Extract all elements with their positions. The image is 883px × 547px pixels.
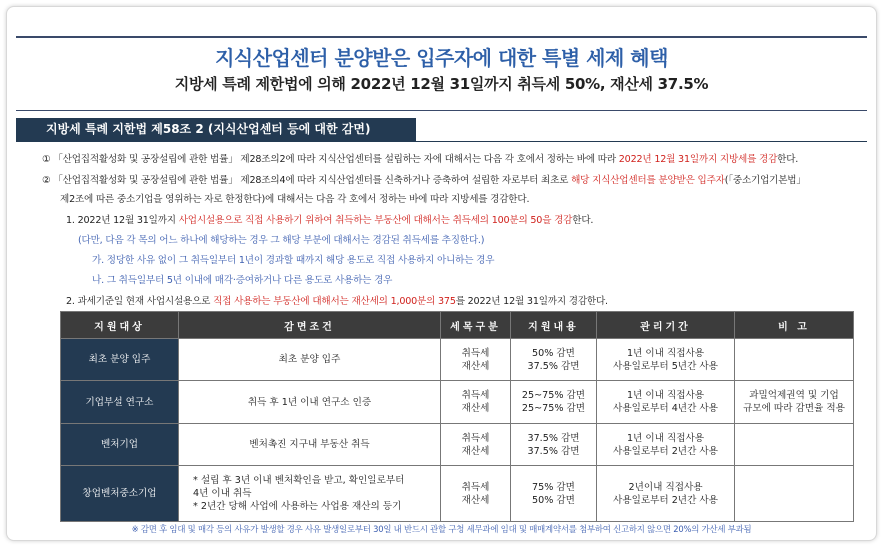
section-underline (16, 141, 867, 142)
row-remark: 과밀억제권역 및 기업 규모에 따라 감면율 적용 (735, 381, 854, 424)
clause-2-highlight: 해당 지식산업센터를 분양받은 입주자 (571, 175, 725, 186)
clause-1-text: ① 「산업집적활성화 및 공장설립에 관한 법률」 제28조의2에 따라 지식산업센터를 설립하는 자에 대해서는 다음 각 호에서 정하는 바에 따라 (42, 154, 619, 165)
header-remark: 비 고 (735, 312, 854, 339)
header-period: 관리기간 (597, 312, 735, 339)
header-support: 지원내용 (511, 312, 597, 339)
item-2-end: 를 2022년 12월 31일까지 경감한다. (455, 296, 608, 307)
section-divider (16, 110, 867, 111)
clause-2-continued: 제2조에 따른 중소기업을 영위하는 자로 한정한다)에 대해서는 다음 각 호에서 정하는 바에 따라 지방세를 경감한다. (60, 194, 530, 205)
item-1-highlight: 사업시설용으로 직접 사용하기 위하여 취득하는 부동산에 대해서는 취득세의 100분의 50을 경감 (178, 215, 573, 226)
row-period: 1년 이내 직접사용 사용일로부터 2년간 사용 (597, 424, 735, 466)
row-remark (735, 466, 854, 522)
row-tax: 취득세 재산세 (441, 424, 511, 466)
clause-1-end: 한다. (777, 154, 799, 165)
item-2-highlight: 직접 사용하는 부동산에 대해서는 재산세의 1,000분의 375 (213, 296, 456, 307)
row-remark (735, 424, 854, 466)
row-tax: 취득세 재산세 (441, 339, 511, 381)
page-title: 지식산업센터 분양받은 입주자에 대한 특별 세제 혜택 (215, 46, 668, 70)
section-heading: 지방세 특례 지한법 제58조 2 (지식산업센터 등에 대한 감면) (16, 118, 416, 141)
page-subtitle: 지방세 특례 제한법에 의해 2022년 12월 31일까지 취득세 50%, 재산세 37.5% (174, 75, 709, 93)
item-1 (66, 212, 593, 226)
row-condition: 최초 분양 입주 (179, 339, 441, 381)
clause-1 (42, 151, 798, 165)
table-row (61, 381, 854, 424)
row-tax: 취득세 재산세 (441, 381, 511, 424)
clause-1-highlight: 2022년 12월 31일까지 지방세를 경감 (618, 154, 778, 165)
row-target: 최초 분양 입주 (61, 339, 179, 381)
table-row (61, 339, 854, 381)
table-header-row (61, 312, 854, 339)
row-target: 기업부설 연구소 (61, 381, 179, 424)
item-2 (66, 293, 608, 307)
row-support: 50% 감면 37.5% 감면 (511, 339, 597, 381)
header-condition: 감면조건 (179, 312, 441, 339)
header-target: 지원대상 (61, 312, 179, 339)
row-target: 벤처기업 (61, 424, 179, 466)
row-condition: * 설립 후 3년 이내 벤처확인을 받고, 확인일로부터 4년 이내 취득 * 2년간 당해 사업에 사용하는 사업용 재산의 등기 (179, 466, 441, 522)
clause-2-end: (「중소기업기본법」 (724, 175, 806, 186)
item-1-ga: 가. 정당한 사유 없이 그 취득일부터 1년이 경과할 때까지 해당 용도로 직접 사용하지 아니하는 경우 (92, 255, 495, 266)
table-row (61, 424, 854, 466)
top-divider (16, 36, 867, 38)
row-tax: 취득세 재산세 (441, 466, 511, 522)
row-support: 25~75% 감면 25~75% 감면 (511, 381, 597, 424)
row-period: 2년이내 직접사용 사용일로부터 2년간 사용 (597, 466, 735, 522)
table-row (61, 466, 854, 522)
row-support: 75% 감면 50% 감면 (511, 466, 597, 522)
row-remark (735, 339, 854, 381)
item-2-text: 2. 과세기준일 현재 사업시설용으로 (66, 296, 214, 307)
row-support: 37.5% 감면 37.5% 감면 (511, 424, 597, 466)
footnote: ※ 감면 후 임대 및 매각 등의 사유가 발생할 경우 사유 발생일로부터 30일 내 반드시 관할 구청 세무과에 임대 및 매매계약서를 첨부하여 신고하지 않으면 20%의 가산세 부과됨 (131, 524, 752, 534)
clause-2 (42, 172, 806, 186)
row-target: 창업벤처중소기업 (61, 466, 179, 522)
clause-2-text: ② 「산업집적활성화 및 공장설립에 관한 법률」 제28조의4에 따라 지식산업센터를 신축하거나 증축하여 설립한 자로부터 최초로 (42, 175, 572, 186)
item-1-na: 나. 그 취득일부터 5년 이내에 매각·증여하거나 다른 용도로 사용하는 경우 (92, 275, 393, 286)
item-1-end: 한다. (572, 215, 594, 226)
header-tax: 세목구분 (441, 312, 511, 339)
row-period: 1년 이내 직접사용 사용일로부터 4년간 사용 (597, 381, 735, 424)
support-table (60, 311, 854, 522)
row-condition: 벤처촉진 지구내 부동산 취득 (179, 424, 441, 466)
item-1-note: (다만, 다음 각 목의 어느 하나에 해당하는 경우 그 해당 부분에 대해서는 경감된 취득세를 추징한다.) (78, 235, 485, 246)
row-condition: 취득 후 1년 이내 연구소 인증 (179, 381, 441, 424)
item-1-text: 1. 2022년 12월 31일까지 (66, 215, 179, 226)
row-period: 1년 이내 직접사용 사용일로부터 5년간 사용 (597, 339, 735, 381)
